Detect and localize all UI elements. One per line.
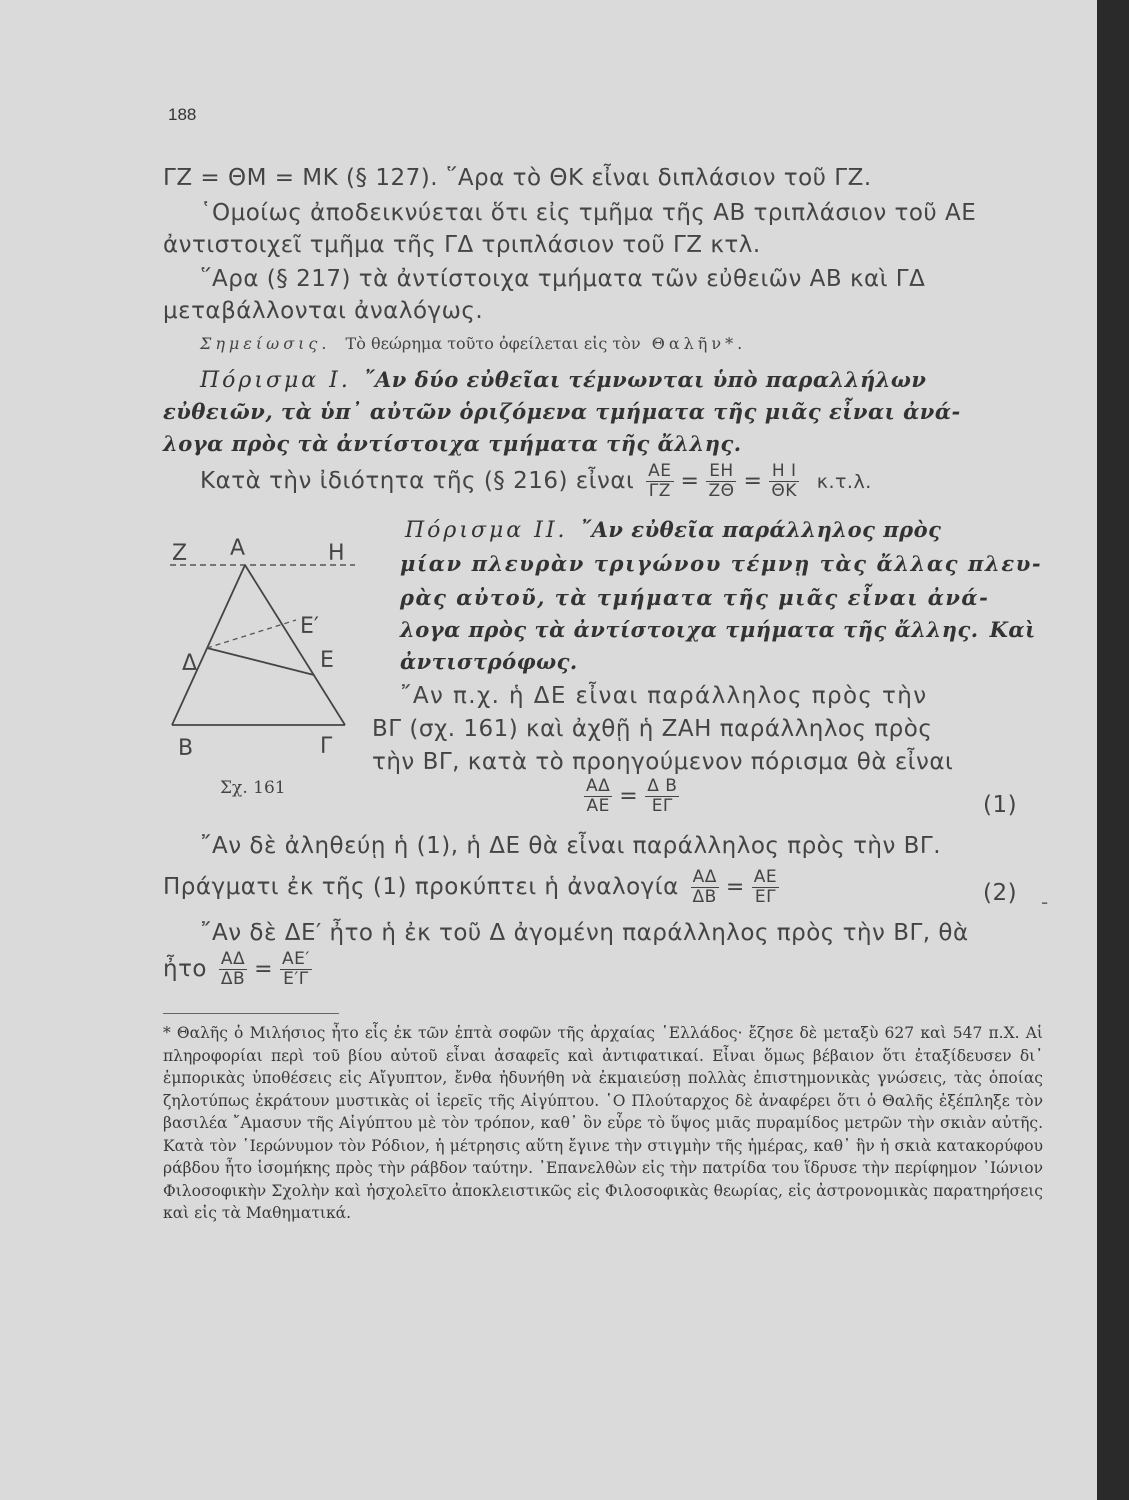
fraction-numerator: Δ Β — [647, 776, 678, 796]
margin-mark: - — [1041, 890, 1049, 914]
text-line: ῎Αν π.χ. ἡ ΔΕ εἶναι παράλληλος πρὸς τὴν — [400, 683, 928, 709]
note-name: Θαλῆν*. — [651, 334, 747, 353]
fraction-numerator: Η Ι — [771, 461, 797, 481]
note-line — [200, 334, 746, 353]
text-line: τὴν ΒΓ, κατὰ τὸ προηγούμενον πόρισμα θὰ εἶναι — [372, 749, 954, 775]
fraction-numerator: ΑΔ — [586, 776, 611, 796]
fraction-numerator: ΑΕ — [648, 461, 672, 481]
corollary-2-text: μίαν πλευρὰν τριγώνου τέμνῃ τὰς ἄλλας πλευ- — [400, 551, 1043, 576]
fraction-denominator: ΔΒ — [220, 969, 246, 989]
fraction-numerator: ΑΔ — [692, 867, 717, 887]
proportion-text: Κατὰ τὴν ἰδιότητα τῆς (§ 216) εἶναι — [200, 468, 635, 494]
corollary-2-line — [405, 517, 941, 543]
fraction-denominator: Ε′Γ — [280, 969, 312, 989]
segment-DE — [207, 648, 314, 675]
fraction-numerator: ΕΗ — [709, 461, 734, 481]
fraction-numerator: ΑΕ — [753, 867, 778, 887]
equation-2-line — [163, 868, 783, 907]
etc-text: κ.τ.λ. — [816, 471, 872, 493]
text-line: ῾Ομοίως ἀποδεικνύεται ὅτι εἰς τμῆμα τῆς ΑΒ τριπλάσιον τοῦ ΑΕ — [200, 200, 977, 226]
corollary-1-line — [200, 367, 927, 393]
text-line: ῞Αρα (§ 217) τὰ ἀντίστοιχα τμήματα τῶν εὐθειῶν ΑΒ καὶ ΓΔ — [200, 266, 926, 292]
label-G: Γ — [320, 734, 333, 759]
corollary-1-label: Πόρισμα Ι. — [200, 368, 351, 393]
fraction — [645, 777, 679, 816]
equals-sign: = — [619, 784, 639, 809]
fraction-denominator: ΕΓ — [645, 796, 679, 816]
footnote: * Θαλῆς ὁ Μιλήσιος ἦτο εἷς ἐκ τῶν ἑπτὰ σοφῶν τῆς ἀρχαίας ῾Ελλάδος· ἔζησε δὲ μεταξὺ 627 καὶ 547 π.Χ. Αἱ πληροφορίαι περὶ τοῦ βίου αὐτοῦ εἶναι ἀσαφεῖς καὶ ἀντιφατικαί. Εἶναι ὅμως βέβαιον ὅτι ἐταξίδευσεν δι᾿ ἐμπορικὰς ὑποθέσεις εἰς Αἴγυπτον, ἔνθα ἠδυνήθη νὰ ἐκμαιεύσῃ πολλὰς ἐπιστημονικὰς γνώσεις, τὰς ὁποίας ζηλοτύπως ἐκράτουν μυστικὰς οἱ ἱερεῖς τῆς Αἰγύπτου. ῾Ο Πλούταρχος δὲ ἀναφέρει ὅτι ὁ Θαλῆς ἐξέπληξε τὸν βασιλέα ῎Αμασυν τῆς Αἰγύπτου μὲ τὸν τρόπον, καθ᾿ ὃν εὗρε τὸ ὕψος μιᾶς πυραμίδος μετρῶν τὴν σκιὰν αὐτῆς. Κατὰ τὸν ῾Ιερώνυμον τὸν Ρόδιον, ἡ μέτρησις αὕτη ἔγινε τὴν στιγμὴν τῆς ἡμέρας, καθ᾿ ἣν ἡ σκιὰ κατακορύφου ράβδου ἦτο ἰσομήκης πρὸς τὴν ράβδον ταύτην. ᾿Επανελθὼν εἰς τὴν πατρίδα του ἵδρυσε τὴν περίφημον ᾿Ιώνιον Φιλοσοφικὴν Σχολὴν καὶ ἠσχολεῖτο ἀποκλειστικῶς εἰς Φιλοσοφικὰς θεωρίας, εἰς ἀστρονομικὰς παρατηρήσεις καὶ εἰς τὰ Μαθηματικά. — [163, 1024, 1043, 1222]
equation-1 — [580, 777, 683, 816]
equation-2-number: (2) — [983, 880, 1018, 906]
fraction — [769, 462, 799, 501]
label-D: Δ — [182, 651, 198, 676]
text-line: ῎Αν δὲ ΔΕ′ ἦτο ἡ ἐκ τοῦ Δ ἀγομένη παράλληλος πρὸς τὴν ΒΓ, θὰ — [200, 920, 969, 946]
text-line: ῎Αν δὲ ἀληθεύῃ ἡ (1), ἡ ΔΕ θὰ εἶναι παράλληλος πρὸς τὴν ΒΓ. — [200, 833, 942, 859]
equals-sign: = — [680, 469, 700, 494]
note-label: Σημείωσις. — [200, 334, 331, 353]
fraction — [706, 462, 736, 501]
footnote-divider — [163, 1013, 339, 1014]
equation-1-number: (1) — [983, 792, 1018, 818]
corollary-2-label: Πόρισμα ΙΙ. — [405, 518, 568, 543]
fraction-denominator: ΓΖ — [646, 481, 673, 501]
equals-sign: = — [725, 875, 745, 900]
page-edge-shadow — [1097, 0, 1129, 1500]
fraction — [646, 462, 673, 501]
corollary-2-text: ρὰς αὐτοῦ, τὰ τμήματα τῆς μιᾶς εἶναι ἀνά- — [400, 585, 990, 610]
equation-3-line — [163, 950, 316, 989]
fraction — [280, 950, 312, 989]
equals-sign: = — [254, 957, 274, 982]
fraction-numerator: ΑΕ′ — [282, 949, 310, 969]
corollary-1-text: λογα πρὸς τὰ ἀντίστοιχα τμήματα τῆς ἄλλης. — [163, 431, 742, 456]
note-text: Τὸ θεώρημα τοῦτο ὀφείλεται εἰς τὸν — [345, 334, 641, 353]
text-line: ΒΓ (σχ. 161) καὶ ἀχθῇ ἡ ΖΑΗ παράλληλος πρὸς — [372, 716, 933, 742]
proportion-line — [200, 462, 872, 501]
text-line: ΓΖ = ΘΜ = ΜΚ (§ 127). ῞Αρα τὸ ΘΚ εἶναι διπλάσιον τοῦ ΓΖ. — [163, 165, 872, 191]
fraction-denominator: ΕΓ — [752, 887, 779, 907]
text-line: Πράγματι ἐκ τῆς (1) προκύπτει ἡ ἀναλογία — [163, 874, 679, 900]
label-Z: Ζ — [172, 541, 188, 566]
fraction — [752, 868, 779, 907]
fraction — [219, 950, 247, 989]
fraction-numerator: ΑΔ — [220, 949, 246, 969]
fraction-denominator: ΘΚ — [771, 481, 797, 501]
fraction-denominator: ΔΒ — [692, 887, 717, 907]
fraction — [584, 777, 612, 816]
equals-sign: = — [743, 469, 763, 494]
corollary-2-line — [400, 617, 1036, 642]
corollary-1-text: ῎Αν δύο εὐθεῖαι τέμνωνται ὑπὸ παραλλήλων — [363, 367, 927, 392]
side-AG — [245, 565, 345, 725]
figure-161 — [160, 525, 370, 825]
fraction-denominator: ΖΘ — [708, 481, 735, 501]
corollary-2-text: ῎Αν εὐθεῖα παράλληλος πρὸς — [580, 517, 942, 542]
fraction — [691, 868, 719, 907]
label-H: Η — [328, 541, 345, 566]
label-A: Α — [230, 536, 246, 561]
label-B: Β — [178, 736, 194, 761]
corollary-2-text: λογα πρὸς τὰ ἀντίστοιχα τμήματα τῆς ἄλλης. — [400, 617, 979, 642]
text-line: ἀντιστοιχεῖ τμῆμα τῆς ΓΔ τριπλάσιον τοῦ ΓΖ κτλ. — [163, 232, 761, 258]
page-number: 188 — [168, 105, 197, 124]
text-line: μεταβάλλονται ἀναλόγως. — [163, 298, 484, 324]
fraction-denominator: ΑΕ — [584, 796, 612, 816]
label-E1: Ε′ — [300, 614, 319, 639]
label-E: Ε — [320, 648, 334, 673]
text-line: ἦτο — [163, 956, 207, 982]
side-AB — [172, 565, 245, 725]
figure-caption: Σχ. 161 — [220, 778, 286, 798]
corollary-2-text: ἀντιστρόφως. — [400, 649, 578, 674]
corollary-2-text: Καὶ — [989, 617, 1036, 642]
corollary-1-text: εὐθειῶν, τὰ ὑπ᾿ αὐτῶν ὁριζόμενα τμήματα τῆς μιᾶς εἶναι ἀνά- — [163, 399, 961, 424]
